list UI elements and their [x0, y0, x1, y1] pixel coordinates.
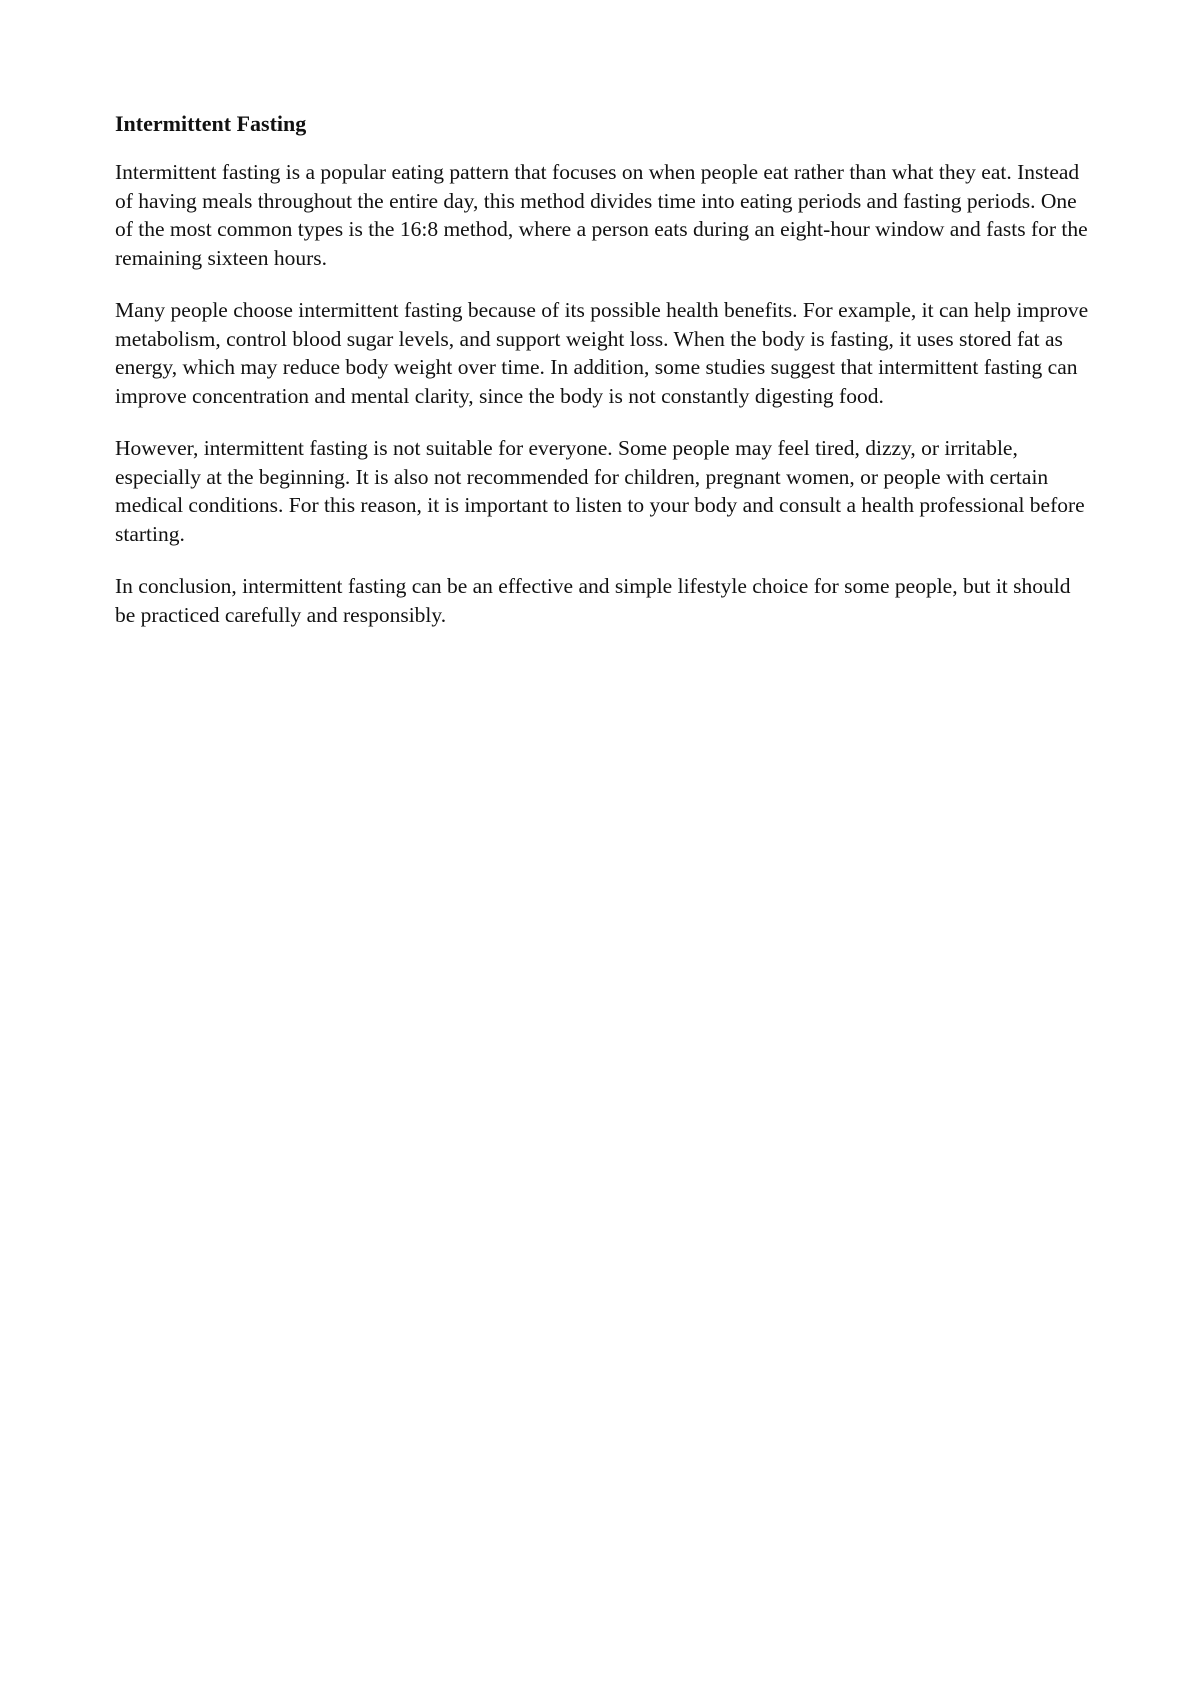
paragraph-conclusion: In conclusion, intermittent fasting can be an effective and simple lifestyle choice for some people, but it should be practiced carefully and responsibly.	[115, 574, 1071, 627]
paragraph-drawbacks: However, intermittent fasting is not suitable for everyone. Some people may feel tired, dizzy, or irritable, especially at the beginning. It is also not recommended for children, pregnant women, or people with certain medical conditions. For this reason, it is important to listen to your body and consult a health professional before starting.	[115, 436, 1085, 546]
paragraph-benefits: Many people choose intermittent fasting because of its possible health benefits. For example, it can help improve metabolism, control blood sugar levels, and support weight loss. When the body is fasting, it uses stored fat as energy, which may reduce body weight over time. In addition, some studies suggest that intermittent fasting can improve concentration and mental clarity, since the body is not constantly digesting food.	[115, 298, 1089, 408]
document-body	[115, 110, 1095, 653]
document-title: Intermittent Fasting	[115, 111, 307, 136]
paragraph-introduction: Intermittent fasting is a popular eating pattern that focuses on when people eat rather than what they eat. Instead of having meals throughout the entire day, this method divides time into eating periods and fasting periods. One of the most common types is the 16:8 method, where a person eats during an eight-hour window and fasts for the remaining sixteen hours.	[115, 160, 1088, 270]
